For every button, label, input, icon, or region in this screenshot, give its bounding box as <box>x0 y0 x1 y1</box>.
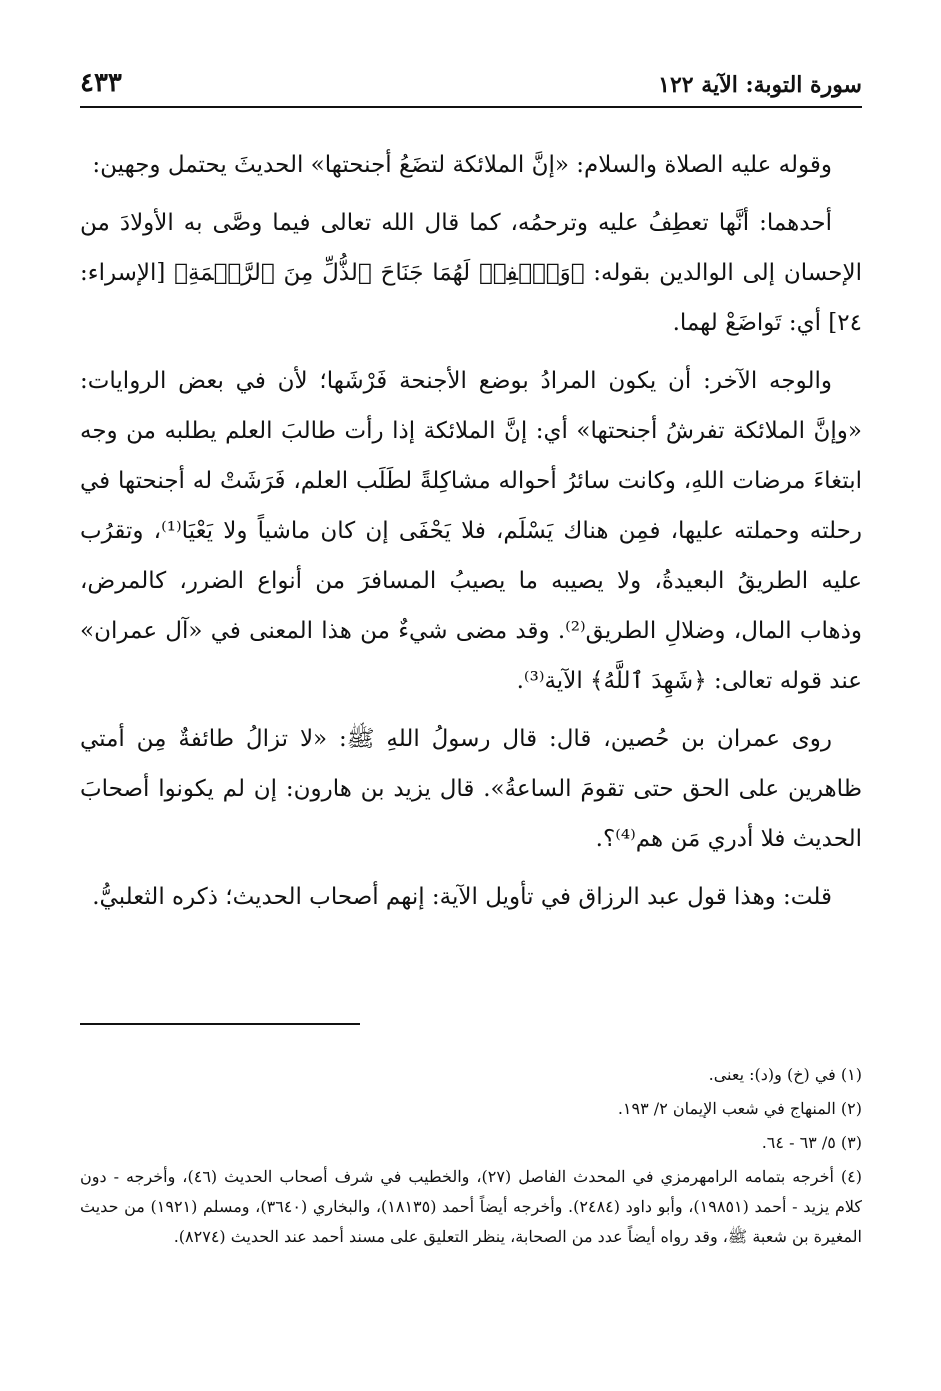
page-number: ٤٣٣ <box>80 68 122 98</box>
paragraph-3: والوجه الآخر: أن يكون المرادُ بوضع الأجنحة فَرْشَها؛ لأن في بعض الروايات: «وإنَّ الملائكة تفرشُ أجنحتها» أي: إنَّ الملائكة إذا رأت طالبَ العلم يطلبه من وجه ابتغاءَ مرضات اللهِ، وكانت سائرُ أحواله مشاكِلةً لطَلَب العلم، فَرَشَتْ له أجنحتها في رحلته وحملته عليها، فمِن هناك يَسْلَم، فلا يَحْفَى إن كان ماشياً ولا يَعْيَا⁽¹⁾، وتقرُب عليه الطريقُ البعيدةُ، ولا يصيبه ما يصيبُ المسافرَ من أنواع الضرر، كالمرض، وذهاب المال، وضلالِ الطريق⁽²⁾. وقد مضى شيءٌ من هذا المعنى في «آل عمران» عند قوله تعالى: ﴿شَهِدَ ٱللَّهُ﴾ الآية⁽³⁾. <box>80 368 862 694</box>
footnote-3: (٣) ٥/ ٦٣ - ٦٤. <box>761 1133 862 1152</box>
footnote-separator <box>80 1023 360 1025</box>
running-header <box>80 66 862 108</box>
paragraph-2: أحدهما: أنَّها تعطِفُ عليه وترحمُه، كما قال الله تعالى فيما وصَّى به الأولادَ من الإحسان إلى الوالدين بقوله: ﴿وَٱخۡفِضۡ لَهُمَا جَنَاحَ ٱلذُّلِّ مِنَ ٱلرَّحۡمَةِ﴾ [الإسراء: ٢٤] أي: تَواضَعْ لهما. <box>80 210 862 336</box>
footnotes <box>80 1060 862 1256</box>
footnote-1: (١) في (خ) و(د): يعنى. <box>708 1065 862 1084</box>
paragraph-4: روى عمران بن حُصين، قال: قال رسولُ اللهِ ﷺ: «لا تزالُ طائفةٌ مِن أمتي ظاهرين على الحق حتى تقومَ الساعةُ». قال يزيد بن هارون: إن لم يكونوا أصحابَ الحديث فلا أدري مَن هم⁽⁴⁾؟. <box>80 726 862 852</box>
running-title: سورة التوبة: الآية ١٢٢ <box>658 72 862 98</box>
main-text <box>80 140 862 930</box>
footnote-4: (٤) أخرجه بتمامه الرامهرمزي في المحدث الفاصل (٢٧)، والخطيب في شرف أصحاب الحديث (٤٦)، وأخرجه - دون كلام يزيد - أحمد (١٩٨٥١)، وأبو داود (٢٤٨٤). وأخرجه أيضاً أحمد (١٨١٣٥)، والبخاري (٣٦٤٠)، ومسلم (١٩٢١) من حديث المغيرة بن شعبة ﷺ، وقد رواه أيضاً عدد من الصحابة، ينظر التعليق على مسند أحمد عند الحديث (٨٢٧٤). <box>80 1167 863 1246</box>
paragraph-1: وقوله عليه الصلاة والسلام: «إنَّ الملائكة لتضَعُ أجنحتها» الحديثَ يحتمل وجهين: <box>92 152 832 178</box>
footnote-2: (٢) المنهاج في شعب الإيمان ٢/ ١٩٣. <box>617 1099 862 1118</box>
paragraph-5: قلت: وهذا قول عبد الرزاق في تأويل الآية: إنهم أصحاب الحديث؛ ذكره الثعلبيُّ. <box>92 884 832 910</box>
